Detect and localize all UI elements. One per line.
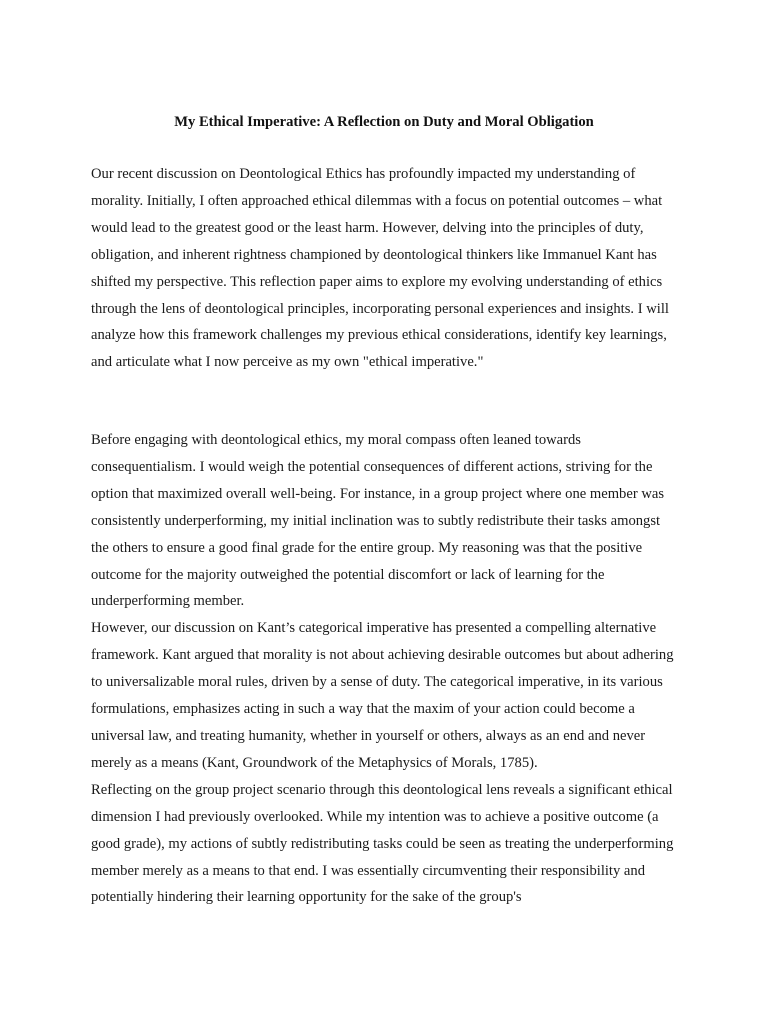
paragraph-reflection: Reflecting on the group project scenario through this deontological lens reveals a significant ethical dimension I had previously overlooked. While my intention was to achieve a positive outcome (a good grade), my actions of subtly redistributing tasks could be seen as treating the underperforming member merely as a means to that end. I was essentially circumventing their responsibility and potentially hindering their learning opportunity for the sake of the group's — [91, 781, 674, 906]
paragraph-group — [91, 427, 681, 911]
paragraph-categorical-imperative: However, our discussion on Kant’s categorical imperative has presented a compelling alternative framework. Kant argued that morality is not about achieving desirable outcomes but about adhering to universalizable moral rules, driven by a sense of duty. The categorical imperative, in its various formulations, emphasizes acting in such a way that the maxim of your action could become a universal law, and treating humanity, whether in yourself or others, always as an end and never merely as a means (Kant, Groundwork of the Metaphysics of Morals, 1785). — [91, 620, 674, 771]
paragraph-consequentialism: Before engaging with deontological ethics, my moral compass often leaned towards consequentialism. I would weigh the potential consequences of different actions, striving for the option that maximized overall well-being. For instance, in a group project where one member was consistently underperforming, my initial inclination was to subtly redistribute their tasks amongst the others to ensure a good final grade for the entire group. My reasoning was that the positive outcome for the majority outweighed the potential discomfort or lack of learning for the underperforming member. — [91, 432, 665, 610]
paragraph-introduction: Our recent discussion on Deontological Ethics has profoundly impacted my understanding of morality. Initially, I often approached ethical dilemmas with a focus on potential outcomes – what would lead to the greatest good or the least harm. However, delving into the principles of duty, obligation, and inherent rightness championed by deontological thinkers like Immanuel Kant has shifted my perspective. This reflection paper aims to explore my evolving understanding of ethics through the lens of deontological principles, incorporating personal experiences and insights. I will analyze how this framework challenges my previous ethical considerations, identify key learnings, and articulate what I now perceive as my own "ethical imperative." — [91, 166, 669, 371]
document-title: My Ethical Imperative: A Reflection on Duty and Moral Obligation — [174, 114, 594, 130]
